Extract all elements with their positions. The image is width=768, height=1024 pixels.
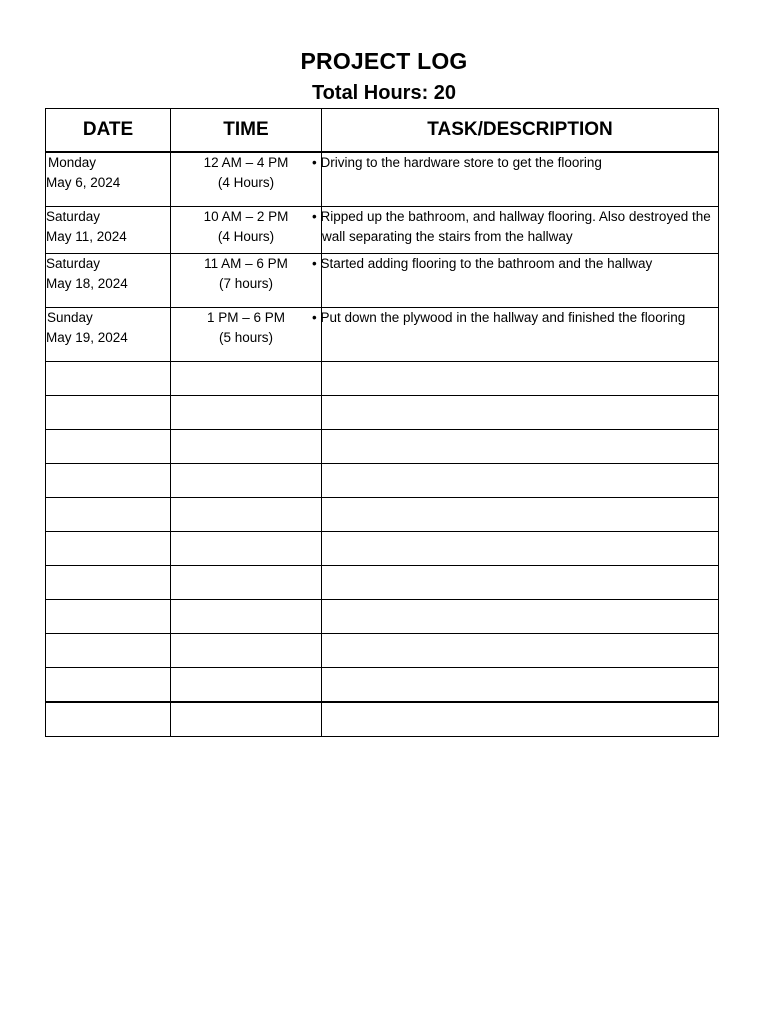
empty-cell: [171, 600, 322, 634]
project-log-table: [45, 108, 719, 737]
empty-cell: [322, 634, 719, 668]
empty-cell: [322, 498, 719, 532]
empty-cell: [322, 532, 719, 566]
time-cell: [171, 207, 322, 254]
duration-text: (4 Hours): [217, 228, 275, 244]
empty-cell: [171, 532, 322, 566]
empty-cell: [46, 668, 171, 703]
date-cell: [46, 152, 171, 207]
table-row: [46, 152, 719, 207]
empty-row: [46, 498, 719, 532]
date-cell: [46, 308, 171, 362]
page-title: PROJECT LOG: [300, 48, 468, 74]
time-cell: [171, 254, 322, 308]
header-row: [46, 109, 719, 153]
empty-cell: [46, 600, 171, 634]
empty-cell: [46, 464, 171, 498]
empty-cell: [171, 702, 322, 737]
table-row: [46, 207, 719, 254]
date-text: May 19, 2024: [46, 329, 128, 345]
task-cell: • Ripped up the bathroom, and hallway flooring. Also destroyed the wall separating the stairs from the hallway: [322, 207, 719, 254]
empty-row: [46, 702, 719, 737]
time-text: 1 PM – 6 PM: [206, 310, 286, 325]
date-cell: [46, 207, 171, 254]
empty-cell: [46, 566, 171, 600]
table-row: [46, 308, 719, 362]
date-text: May 11, 2024: [46, 228, 127, 244]
duration-text: (7 hours): [218, 275, 274, 291]
day-text: Saturday: [46, 256, 101, 271]
empty-cell: [171, 566, 322, 600]
empty-cell: [171, 362, 322, 396]
empty-row: [46, 430, 719, 464]
empty-cell: [322, 430, 719, 464]
empty-row: [46, 464, 719, 498]
day-text: Sunday: [47, 310, 93, 325]
time-text: 11 AM – 6 PM: [204, 256, 288, 271]
table-row: [46, 254, 719, 308]
empty-cell: [322, 702, 719, 737]
empty-row: [46, 532, 719, 566]
empty-cell: [171, 430, 322, 464]
task-cell: • Driving to the hardware store to get the flooring: [322, 152, 719, 207]
time-cell: [171, 152, 322, 207]
header-date: DATE: [46, 109, 171, 153]
empty-cell: [171, 464, 322, 498]
empty-cell: [322, 600, 719, 634]
date-text: May 6, 2024: [46, 174, 121, 190]
empty-cell: [171, 668, 322, 703]
empty-cell: [46, 362, 171, 396]
empty-cell: [322, 362, 719, 396]
date-text: May 18, 2024: [46, 275, 128, 291]
empty-cell: [46, 532, 171, 566]
empty-cell: [171, 634, 322, 668]
empty-cell: [322, 566, 719, 600]
day-text: Saturday: [46, 209, 101, 224]
duration-text: (4 Hours): [217, 174, 275, 190]
empty-row: [46, 600, 719, 634]
empty-cell: [46, 396, 171, 430]
empty-row: [46, 362, 719, 396]
task-cell: • Started adding flooring to the bathroom and the hallway: [322, 254, 719, 308]
empty-row: [46, 566, 719, 600]
empty-cell: [46, 702, 171, 737]
empty-cell: [46, 498, 171, 532]
duration-text: (5 hours): [218, 329, 274, 345]
empty-row: [46, 396, 719, 430]
empty-cell: [171, 498, 322, 532]
total-hours: Total Hours: 20: [311, 82, 457, 104]
time-cell: [171, 308, 322, 362]
day-text: Monday: [48, 155, 97, 170]
header-task-description: TASK/DESCRIPTION: [322, 109, 719, 153]
empty-row: [46, 634, 719, 668]
date-cell: [46, 254, 171, 308]
empty-cell: [322, 464, 719, 498]
empty-cell: [46, 430, 171, 464]
time-text: 10 AM – 2 PM: [203, 209, 289, 224]
empty-row: [46, 668, 719, 703]
empty-cell: [322, 396, 719, 430]
empty-cell: [322, 668, 719, 703]
time-text: 12 AM – 4 PM: [203, 155, 289, 170]
header-time: TIME: [171, 109, 322, 153]
empty-cell: [46, 634, 171, 668]
empty-cell: [171, 396, 322, 430]
task-cell: • Put down the plywood in the hallway and finished the flooring: [322, 308, 719, 362]
